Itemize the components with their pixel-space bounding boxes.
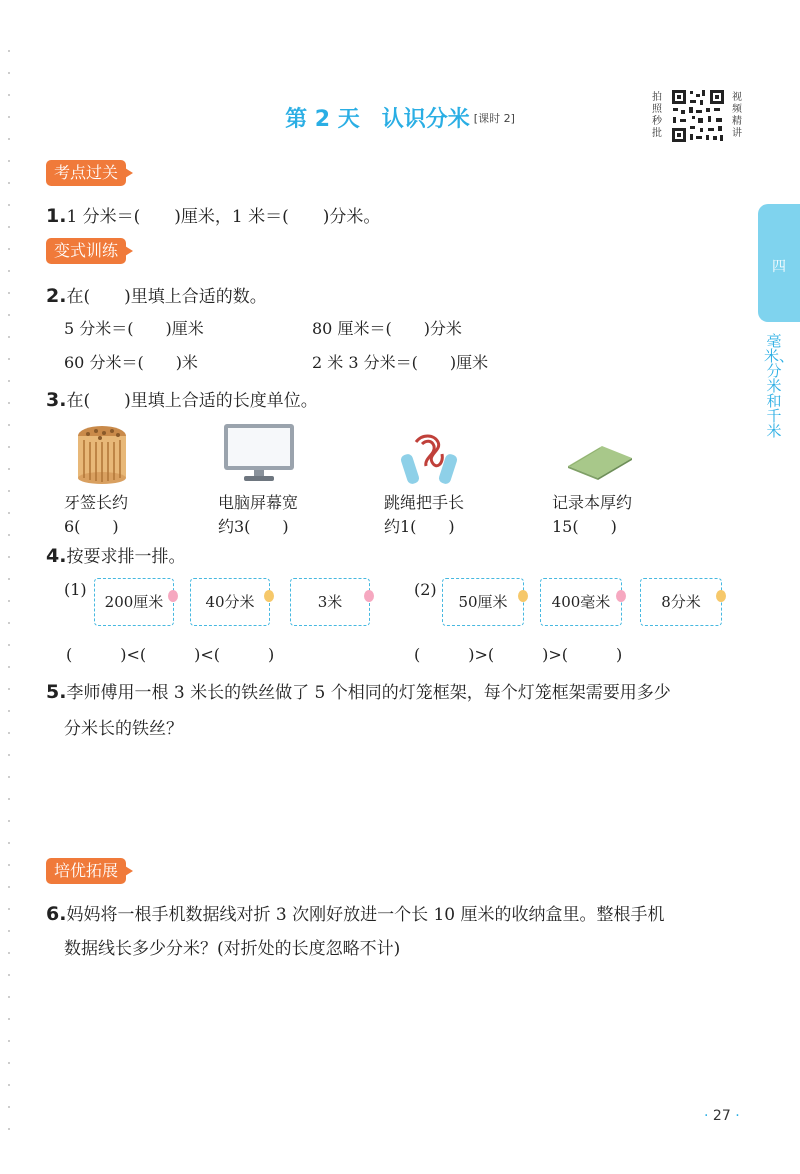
q2-item: 2 米 3 分米＝( )厘米 bbox=[312, 353, 489, 372]
computer-monitor-icon bbox=[222, 422, 296, 484]
balloon-icon bbox=[716, 590, 726, 602]
unit-tab bbox=[758, 204, 800, 322]
question-number: 2. bbox=[46, 285, 67, 307]
q2-item: 80 厘米＝( )分米 bbox=[312, 319, 462, 338]
q3-blank: 15( ) bbox=[552, 517, 617, 536]
section-badge-peiyou: 培优拓展 bbox=[46, 858, 126, 884]
question-6-line2: 数据线长多少分米？(对折处的长度忽略不计) bbox=[64, 939, 401, 959]
q3-blank: 约3( ) bbox=[218, 517, 289, 536]
q2-item: 60 分米＝( )米 bbox=[64, 353, 198, 372]
question-text: 在( )里填上合适的长度单位。 bbox=[66, 391, 318, 411]
page-number: · 27 · bbox=[704, 1108, 740, 1124]
unit-number: 四 bbox=[772, 259, 786, 275]
unit-title: 毫米、分米和千米 bbox=[764, 332, 795, 440]
title-day: 第 2 天 bbox=[285, 107, 360, 132]
question-number: 1. bbox=[46, 205, 67, 227]
jump-rope-icon bbox=[398, 434, 460, 488]
measure-card: 8分米 bbox=[640, 578, 722, 626]
qr-code-icon[interactable] bbox=[670, 88, 726, 144]
balloon-icon bbox=[264, 590, 274, 602]
question-1 bbox=[46, 202, 380, 227]
question-5-line2: 分米长的铁丝？ bbox=[64, 719, 183, 739]
measure-card: 3米 bbox=[290, 578, 370, 626]
question-6 bbox=[46, 900, 665, 925]
section-badge-bianshi: 变式训练 bbox=[46, 238, 126, 264]
question-2 bbox=[46, 282, 267, 307]
question-text: 按要求排一排。 bbox=[66, 547, 186, 567]
qr-area bbox=[652, 86, 748, 144]
question-number: 5. bbox=[46, 681, 67, 703]
question-text: 妈妈将一根手机数据线对折 3 次刚好放进一个长 10 厘米的收纳盒里。整根手机 bbox=[66, 905, 665, 925]
group-label: (1) bbox=[64, 580, 87, 599]
question-text: 李师傅用一根 3 米长的铁丝做了 5 个相同的灯笼框架，每个灯笼框架需要用多少 bbox=[66, 683, 671, 703]
q3-label: 牙签长约 bbox=[64, 493, 129, 512]
q3-label: 电脑屏幕宽 bbox=[218, 493, 299, 512]
balloon-icon bbox=[616, 590, 626, 602]
toothpick-jar-icon bbox=[74, 424, 130, 486]
binding-dots bbox=[8, 40, 10, 1134]
question-text: 在( )里填上合适的数。 bbox=[66, 287, 267, 307]
qr-left-text: 拍照秒批 bbox=[652, 92, 662, 139]
question-number: 4. bbox=[46, 545, 67, 567]
q3-blank: 约1( ) bbox=[384, 517, 455, 536]
qr-right-text: 视频精讲 bbox=[732, 92, 742, 139]
question-3 bbox=[46, 386, 318, 411]
balloon-icon bbox=[168, 590, 178, 602]
question-number: 3. bbox=[46, 389, 67, 411]
order-answer-line: ( )<( )<( ) bbox=[66, 645, 275, 664]
q3-label: 跳绳把手长 bbox=[384, 493, 465, 512]
measure-card: 40分米 bbox=[190, 578, 270, 626]
lesson-tag: [课时 2] bbox=[473, 112, 515, 125]
question-4 bbox=[46, 542, 185, 567]
question-text: 1 分米＝( )厘米，1 米＝( )分米。 bbox=[66, 207, 381, 227]
measure-card: 400毫米 bbox=[540, 578, 622, 626]
order-answer-line: ( )>( )>( ) bbox=[414, 645, 623, 664]
page-number-value: 27 bbox=[712, 1108, 731, 1124]
balloon-icon bbox=[364, 590, 374, 602]
notebook-icon bbox=[564, 440, 636, 480]
group-label: (2) bbox=[414, 580, 437, 599]
title-text: 认识分米 bbox=[381, 107, 470, 132]
measure-card: 50厘米 bbox=[442, 578, 524, 626]
q2-item: 5 分米＝( )厘米 bbox=[64, 319, 204, 338]
section-badge-kaodian: 考点过关 bbox=[46, 160, 126, 186]
question-5 bbox=[46, 678, 671, 703]
q3-blank: 6( ) bbox=[64, 517, 119, 536]
measure-card: 200厘米 bbox=[94, 578, 174, 626]
q3-label: 记录本厚约 bbox=[552, 493, 633, 512]
question-number: 6. bbox=[46, 903, 67, 925]
balloon-icon bbox=[518, 590, 528, 602]
